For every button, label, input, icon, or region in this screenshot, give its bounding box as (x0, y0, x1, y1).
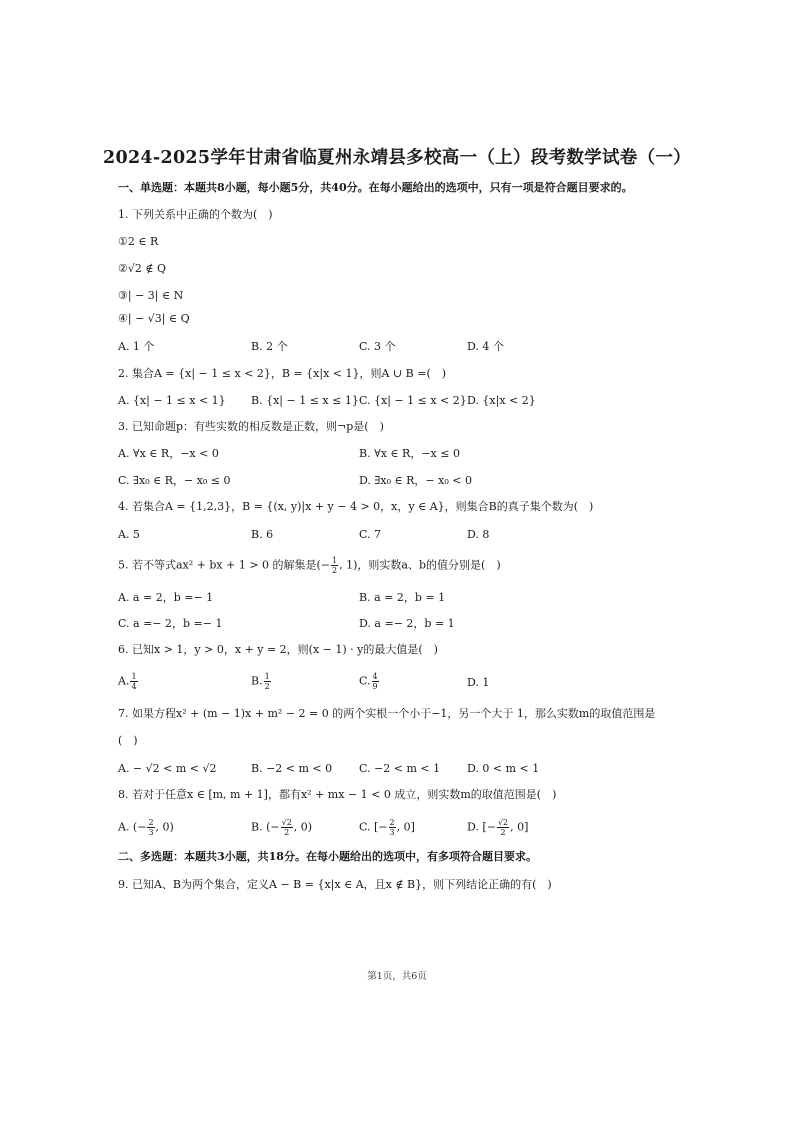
question-8-option-c-fraction (389, 818, 396, 837)
question-6-option-c-label: C. (359, 674, 371, 688)
question-7-option-b: B. −2 < m < 0 (251, 762, 333, 775)
question-7-option-d: D. 0 < m < 1 (467, 762, 540, 775)
question-5-fraction (331, 556, 338, 575)
question-6-option-a (118, 672, 139, 691)
question-1-option-c: C. 3 个 (359, 340, 396, 353)
question-1-option-a: A. 1 个 (118, 340, 155, 353)
question-6-option-a-fraction (130, 672, 137, 691)
question-8-option-c-pre: C. [− (359, 820, 388, 834)
question-2-option-a: A. {x| − 1 ≤ x < 1} (118, 394, 226, 407)
section-heading-single-choice: 一、单选题：本题共8小题，每小题5分，共40分。在每小题给出的选项中，只有一项是符合题目要求的。 (118, 181, 633, 194)
question-6-option-b-den: 2 (264, 682, 270, 691)
question-8-option-d-post: , 0] (510, 820, 529, 834)
question-5-option-a: A. a = 2，b =− 1 (118, 591, 214, 604)
question-7-option-c: C. −2 < m < 1 (359, 762, 441, 775)
question-5-fraction-num: 1 (332, 556, 338, 565)
question-1-item-4: ④| − √3| ∈ Q (118, 312, 190, 325)
question-6-option-c-num: 4 (372, 672, 378, 681)
question-8-option-d-den: 2 (500, 828, 506, 837)
question-6-option-c (359, 672, 380, 691)
question-6-option-d: D. 1 (467, 676, 490, 689)
question-4-option-d: D. 8 (467, 528, 490, 541)
question-3-option-a: A. ∀x ∈ R，−x < 0 (118, 447, 219, 460)
section-heading-multiple-choice: 二、多选题：本题共3小题，共18分。在每小题给出的选项中，有多项符合题目要求。 (118, 850, 537, 863)
question-8-option-c-num: 2 (389, 818, 395, 827)
question-8-option-a-fraction (147, 818, 154, 837)
question-3-option-d: D. ∃x₀ ∈ R，− x₀ < 0 (359, 474, 472, 487)
question-1-stem: 1. 下列关系中正确的个数为( ) (118, 208, 273, 221)
question-2-stem: 2. 集合A = {x| − 1 ≤ x < 2}，B = {x|x < 1}，则A ∪ B =( ) (118, 367, 447, 380)
question-7-stem-continued: ( ) (118, 734, 138, 747)
question-8-option-a-pre: A. (− (118, 820, 147, 834)
question-8-option-c-den: 3 (389, 828, 395, 837)
question-8-option-a-post: , 0) (155, 820, 174, 834)
question-3-stem: 3. 已知命题p：有些实数的相反数是正数，则¬p是( ) (118, 420, 384, 433)
page-title: 2024-2025学年甘肃省临夏州永靖县多校高一（上）段考数学试卷（一） (103, 148, 691, 168)
question-6-option-b-label: B. (251, 674, 263, 688)
question-1-option-d: D. 4 个 (467, 340, 504, 353)
question-1-item-2: ②√2 ∉ Q (118, 262, 167, 275)
question-6-option-a-label: A. (118, 674, 130, 688)
question-2-option-d: D. {x|x < 2} (467, 394, 536, 407)
question-6-option-a-den: 4 (131, 682, 137, 691)
question-7-stem: 7. 如果方程x² + (m − 1)x + m² − 2 = 0 的两个实根一个小于−1，另一个大于 1，那么实数m的取值范围是 (118, 707, 656, 720)
question-8-option-d-fraction (497, 818, 509, 837)
question-8-stem: 8. 若对于任意x ∈ [m, m + 1]，都有x² + mx − 1 < 0 成立，则实数m的取值范围是( ) (118, 788, 557, 801)
question-1-item-3: ③| − 3| ∈ N (118, 289, 184, 302)
question-6-stem: 6. 已知x > 1，y > 0，x + y = 2，则(x − 1) · y的最大值是( ) (118, 643, 438, 656)
question-7-option-a: A. − √2 < m < √2 (118, 762, 217, 775)
question-9-stem: 9. 已知A、B为两个集合，定义A − B = {x|x ∈ A，且x ∉ B}，则下列结论正确的有( ) (118, 878, 552, 891)
question-2-option-c: C. {x| − 1 ≤ x < 2} (359, 394, 467, 407)
question-4-option-a: A. 5 (118, 528, 140, 541)
question-8-option-b-fraction (281, 818, 293, 837)
question-2-option-b: B. {x| − 1 ≤ x ≤ 1} (251, 394, 359, 407)
question-8-option-b-post: , 0) (293, 820, 313, 834)
question-8-option-b-den: 2 (284, 828, 290, 837)
question-4-option-b: B. 6 (251, 528, 274, 541)
question-5-option-c: C. a =− 2，b =− 1 (118, 617, 223, 630)
question-5-stem (118, 556, 501, 575)
question-5-option-b: B. a = 2，b = 1 (359, 591, 446, 604)
question-8-option-d-num: √2 (497, 818, 509, 827)
question-5-stem-post: , 1)，则实数a、b的值分别是( ) (339, 558, 501, 572)
page-footer: 第1页，共6页 (367, 971, 427, 982)
question-1-item-1: ①2 ∈ R (118, 235, 159, 248)
question-6-option-b-num: 1 (264, 672, 270, 681)
question-6-option-a-num: 1 (131, 672, 137, 681)
question-4-stem: 4. 若集合A = {1,2,3}，B = {(x, y)|x + y − 4 > 0，x，y ∈ A}，则集合B的真子集个数为( ) (118, 500, 594, 513)
question-8-option-b (251, 818, 312, 837)
question-8-option-a (118, 818, 174, 837)
question-5-stem-pre: 5. 若不等式ax² + bx + 1 > 0 的解集是(− (118, 558, 331, 572)
question-6-option-b (251, 672, 272, 691)
question-8-option-a-num: 2 (148, 818, 154, 827)
question-6-option-c-den: 9 (372, 682, 378, 691)
question-8-option-c (359, 818, 415, 837)
question-3-option-c: C. ∃x₀ ∈ R，− x₀ ≤ 0 (118, 474, 231, 487)
question-8-option-d-pre: D. [− (467, 820, 496, 834)
question-6-option-c-fraction (372, 672, 379, 691)
question-8-option-c-post: , 0] (396, 820, 415, 834)
question-3-option-b: B. ∀x ∈ R，−x ≤ 0 (359, 447, 460, 460)
question-8-option-d (467, 818, 528, 837)
question-6-option-b-fraction (264, 672, 271, 691)
question-8-option-b-pre: B. (− (251, 820, 280, 834)
question-4-option-c: C. 7 (359, 528, 382, 541)
question-5-fraction-den: 2 (332, 566, 338, 575)
question-8-option-b-num: √2 (281, 818, 292, 827)
question-8-option-a-den: 3 (148, 828, 154, 837)
question-5-option-d: D. a =− 2，b = 1 (359, 617, 455, 630)
question-1-option-b: B. 2 个 (251, 340, 288, 353)
